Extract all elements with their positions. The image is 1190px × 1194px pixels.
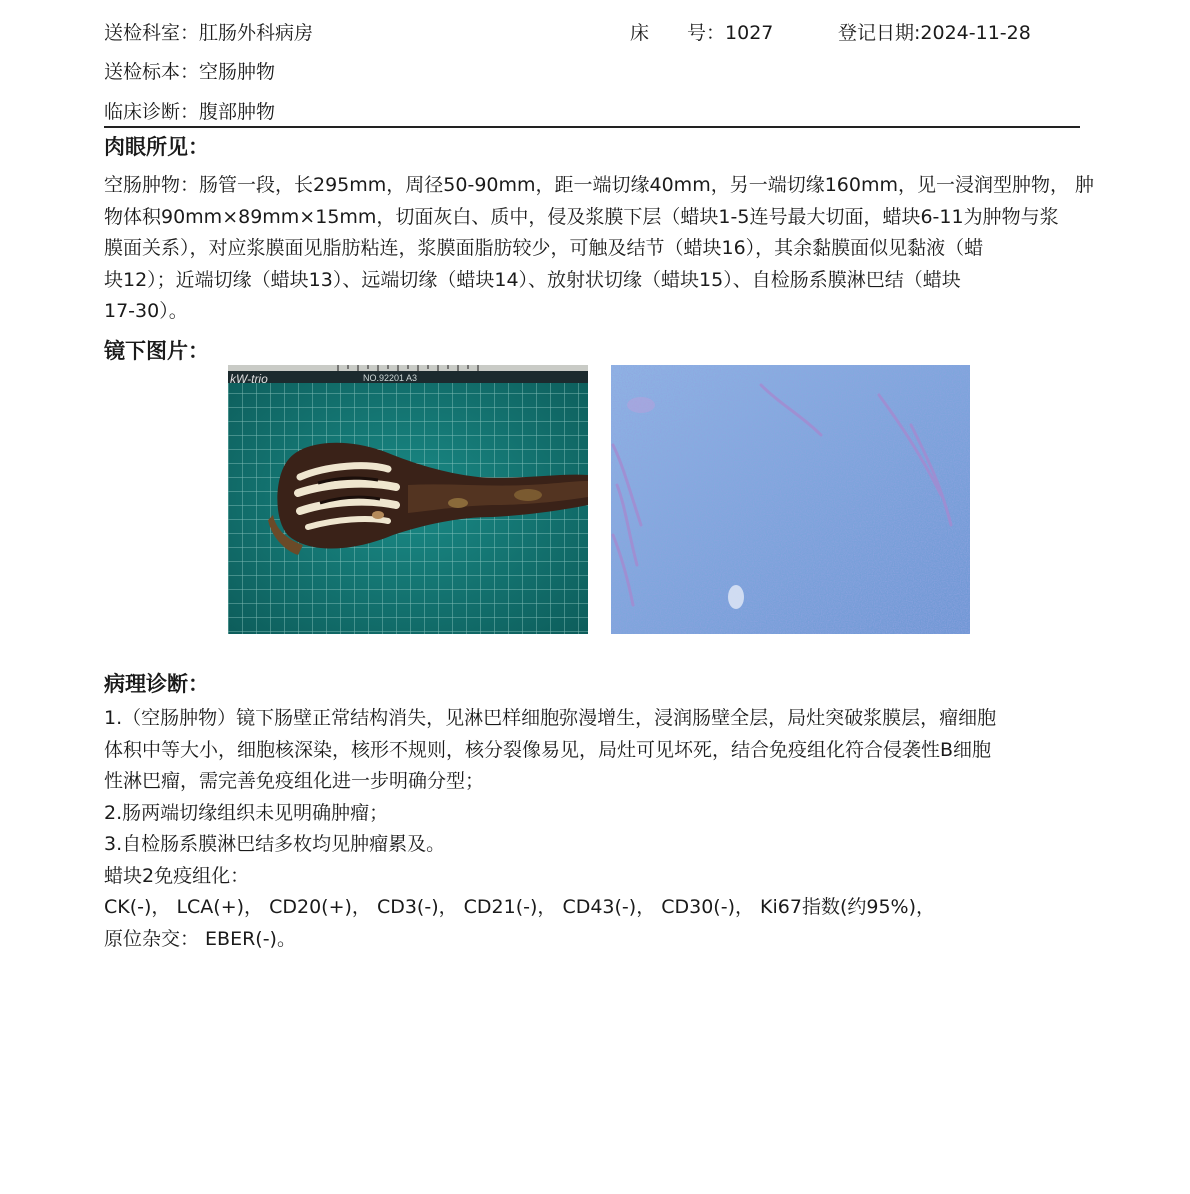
- clinical-diagnosis-label: 临床诊断：: [104, 101, 200, 123]
- registration-date-value: 2024-11-28: [920, 22, 1031, 44]
- header-divider: [104, 126, 1080, 128]
- diagnosis-title: 病理诊断：: [104, 671, 209, 696]
- diagnosis-line: 3.自检肠系膜淋巴结多枚均见肿瘤累及。: [104, 833, 446, 855]
- bed-number-value: 1027: [725, 22, 774, 44]
- specimen-label: 送检标本：: [104, 61, 200, 83]
- diagnosis-line: 体积中等大小，细胞核深染，核形不规则，核分裂像易见，局灶可见坏死，结合免疫组化符合侵袭性B细胞: [104, 738, 992, 761]
- gross-line: 膜面关系），对应浆膜面见脂肪粘连，浆膜面脂肪较少，可触及结节（蜡块16），其余黏膜面似见黏液（蜡: [104, 237, 984, 259]
- microscopy-title: 镜下图片：: [104, 338, 209, 363]
- bed-number-field: [630, 18, 773, 45]
- gross-findings-title: 肉眼所见：: [104, 134, 209, 159]
- department-row: [104, 18, 313, 45]
- department-label: 送检科室：: [104, 22, 200, 44]
- gross-line: 17-30）。: [104, 300, 188, 322]
- gross-specimen-image: [228, 365, 588, 634]
- registration-date-field: [838, 18, 1031, 45]
- gross-line: 空肠肿物：肠管一段，长295mm，周径50-90mm，距一端切缘40mm，另一端切缘160mm，见一浸润型肿物， 肿: [104, 174, 1095, 196]
- ruler-brand-text: kW-trio: [230, 372, 268, 386]
- specimen-value: 空肠肿物: [199, 61, 276, 83]
- diagnosis-line: 2.肠两端切缘组织未见明确肿瘤；: [104, 801, 389, 824]
- gross-specimen-photo: [228, 365, 588, 634]
- gross-line: 物体积90mm×89mm×15mm，切面灰白、质中，侵及浆膜下层（蜡块1-5连号最大切面，蜡块6-11为肿物与浆: [104, 205, 1059, 228]
- microscopy-photo: [611, 365, 970, 634]
- ihc-results: CK(-)， LCA(+)， CD20(+)， CD3(-)， CD21(-)， CD43(-)， CD30(-)， Ki67指数(约95%)，: [104, 896, 936, 918]
- ruler-code-text: NO.92201 A3: [363, 373, 418, 383]
- gross-findings-text: [104, 170, 1094, 328]
- diagnosis-line: 性淋巴瘤，需完善免疫组化进一步明确分型；: [104, 770, 485, 792]
- clinical-diagnosis-row: [104, 97, 275, 124]
- microscopy-image: [611, 365, 970, 634]
- clinical-diagnosis-value: 腹部肿物: [199, 101, 276, 123]
- bed-number-label: 床 号：: [630, 22, 726, 44]
- diagnosis-line: 1.（空肠肿物）镜下肠壁正常结构消失，见淋巴样细胞弥漫增生，浸润肠壁全层，局灶突破浆膜层，瘤细胞: [104, 707, 997, 729]
- department-value: 肛肠外科病房: [199, 22, 314, 44]
- registration-date-label: 登记日期:: [838, 22, 921, 44]
- specimen-row: [104, 57, 275, 84]
- in-situ-hybridization-result: 原位杂交： EBER(-)。: [104, 927, 296, 950]
- gross-line: 块12）；近端切缘（蜡块13）、远端切缘（蜡块14）、放射状切缘（蜡块15）、自检肠系膜淋巴结（蜡块: [104, 268, 961, 291]
- diagnosis-text: [104, 703, 1094, 955]
- ihc-block-heading: 蜡块2免疫组化：: [104, 864, 250, 887]
